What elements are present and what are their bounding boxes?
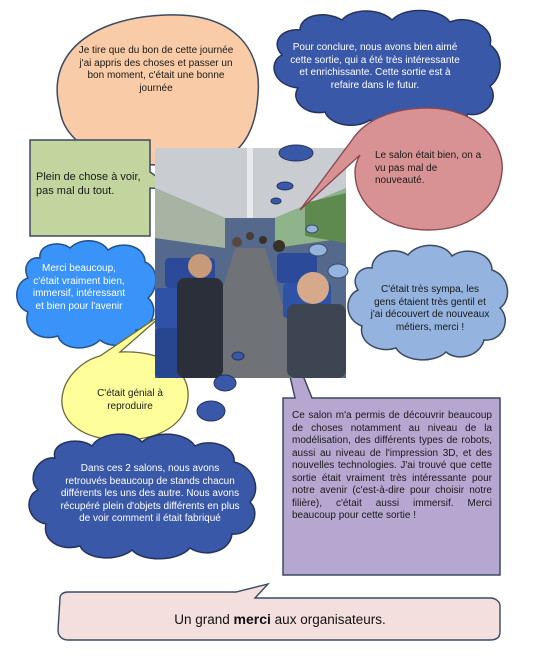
thanks-prefix: Un grand: [174, 612, 230, 627]
thanks-emphasis: merci: [233, 611, 271, 627]
comment-deux-salons: Dans ces 2 salons, nous avons retrouvés beaucoup de stands chacun différents les uns des autre. Nous avons récupéré plein d'objets différents en plus de voir comment il était fabriqué: [60, 463, 240, 524]
thought-dot: [197, 401, 225, 421]
comment-sympa: C'était très sympa, les gens étaient très gentil et j'ai découvert de nouveaux métiers, merci !: [370, 284, 490, 333]
comment-journee: Je tire que du bon de cette journée j'ai appris des choses et passer un bon moment, c'était une bonne journée: [78, 45, 234, 94]
thought-dot: [271, 198, 281, 204]
comment-salon-bien: Le salon était bien, on a vu pas mal de nouveauté.: [375, 150, 482, 186]
comment-conclure: Pour conclure, nous avons bien aimé cette sortie, qui a été très intéressante et enrichissante. Cette sortie est à refaire dans le futur.: [290, 42, 460, 91]
comment-genial: C'était génial à reproduire: [97, 388, 163, 412]
thanks-suffix: aux organisateurs.: [274, 612, 386, 627]
thought-dot: [328, 264, 348, 278]
thought-dot: [309, 244, 327, 256]
thought-dot: [306, 225, 318, 233]
thought-dot: [279, 145, 313, 161]
thought-dot: [277, 182, 293, 190]
thought-dot: [214, 375, 236, 391]
comment-salon-permis: Ce salon m'a permis de découvrir beaucoup de choses notamment au niveau de la modélisation, des différents types de robots, aussi au niveau de l'impression 3D, et des nouvelles technologies. J'ai trouvé que cette sortie était vraiment très intéressante pour notre avenir (c'est-à-dire pour choisir notre filière), c'était aussi immersif. Merci beaucoup pour cette sortie !: [292, 410, 492, 521]
thanks-banner-text: [60, 611, 500, 627]
comment-merci-beaucoup: Merci beaucoup, c'était vraiment bien, immersif, intéressant et bien pour l'avenir: [32, 263, 126, 312]
thought-dot: [232, 352, 244, 360]
comment-plein: Plein de chose à voir, pas mal du tout.: [36, 171, 141, 197]
